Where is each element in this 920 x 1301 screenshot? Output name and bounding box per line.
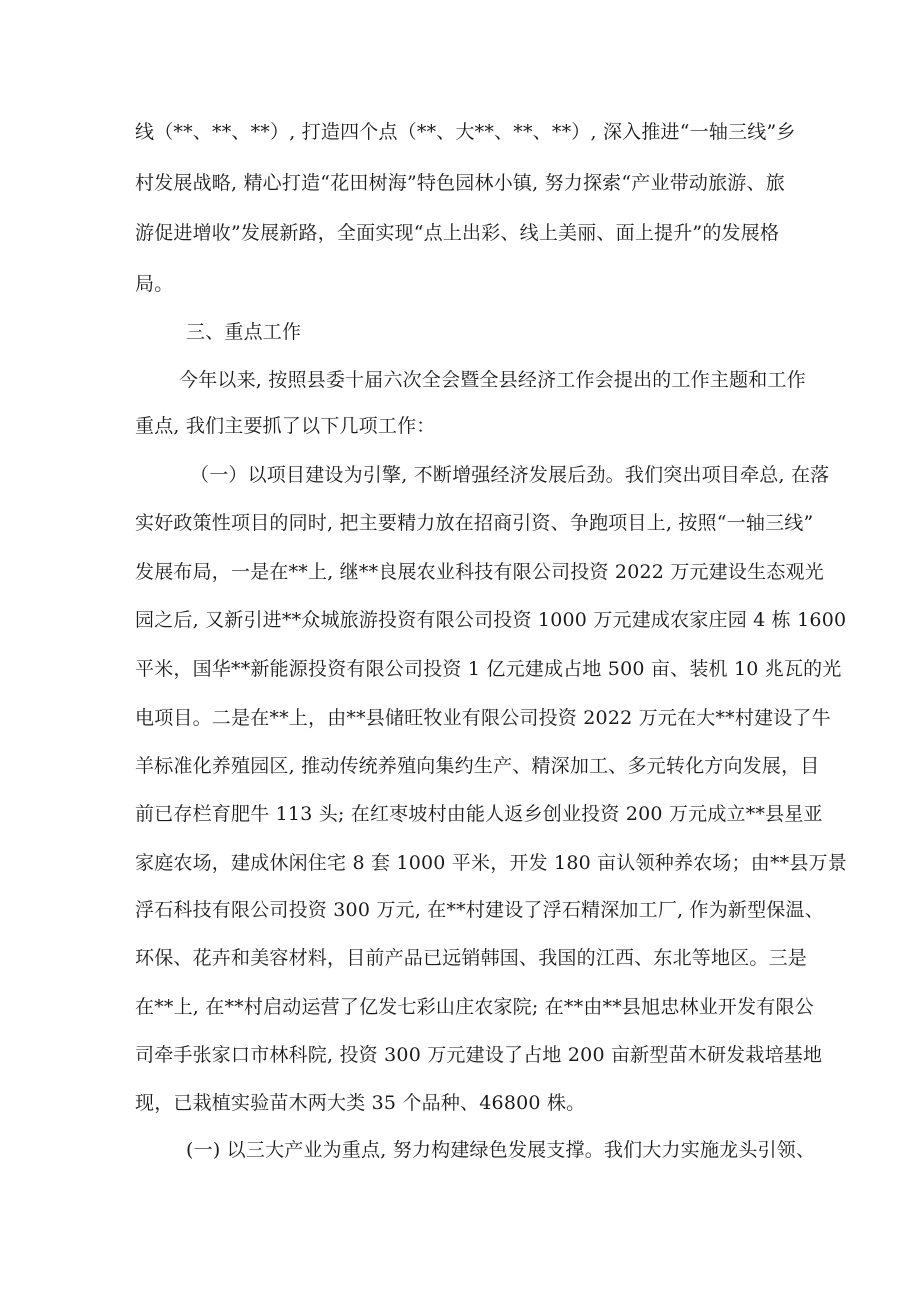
paragraph-line: 浮石科技有限公司投资 300 万元, 在**村建设了浮石精深加工厂, 作为新型保温、: [135, 899, 824, 921]
paragraph-line: 家庭农场，建成休闲住宅 8 套 1000 平米，开发 180 亩认领种养农场；由**县万景: [135, 852, 847, 874]
paragraph-line: 重点, 我们主要抓了以下几项工作：: [135, 415, 436, 437]
paragraph-line: 线（**、**、**）, 打造四个点（**、大**、**、**）, 深入推进“一轴三线”乡: [135, 121, 796, 143]
paragraph-line: 羊标准化养殖园区, 推动传统养殖向集约生产、精深加工、多元转化方向发展，目: [135, 755, 820, 777]
paragraph-line: 平米，国华**新能源投资有限公司投资 1 亿元建成占地 500 亩、装机 10 兆瓦的光: [135, 658, 842, 680]
paragraph-line: 村发展战略, 精心打造“花田树海”特色园林小镇, 努力探索“产业带动旅游、旅: [135, 172, 785, 194]
paragraph-line: 游促进增收”发展新路，全面实现“点上出彩、线上美丽、面上提升”的发展格: [135, 222, 780, 244]
paragraph-line: 发展布局，一是在**上, 继**良展农业科技有限公司投资 2022 万元建设生态观光: [135, 561, 824, 583]
paragraph-line: 局。: [135, 273, 174, 295]
paragraph-line: （一）以项目建设为引擎, 不断增强经济发展后劲。我们突出项目牵总, 在落: [190, 464, 830, 486]
paragraph-line: 现，已栽植实验苗木两大类 35 个品种、46800 株。: [135, 1092, 586, 1114]
paragraph-line: 前已存栏育肥牛 113 头; 在红枣坡村由能人返乡创业投资 200 万元成立**县星亚: [135, 803, 823, 825]
paragraph-line: 实好政策性项目的同时, 把主要精力放在招商引资、争跑项目上, 按照“一轴三线”: [135, 512, 814, 534]
paragraph-line: 环保、花卉和美容材料，目前产品已远销韩国、我国的江西、东北等地区。三是: [135, 947, 808, 969]
paragraph-line: 今年以来, 按照县委十届六次全会暨全县经济工作会提出的工作主题和工作: [179, 369, 806, 391]
paragraph-line: (一) 以三大产业为重点, 努力构建绿色发展支撑。我们大力实施龙头引领、: [186, 1139, 816, 1161]
paragraph-line: 园之后, 又新引进**众城旅游投资有限公司投资 1000 万元建成农家庄园 4 栋 1600: [135, 609, 847, 631]
paragraph-line: 司牵手张家口市林科院, 投资 300 万元建设了占地 200 亩新型苗木研发栽培基地: [135, 1044, 823, 1066]
paragraph-line: 电项目。二是在**上，由**县储旺牧业有限公司投资 2022 万元在大**村建设了牛: [135, 707, 831, 729]
section-heading: 三、重点工作: [186, 321, 302, 343]
paragraph-line: 在**上, 在**村启动运营了亿发七彩山庄农家院; 在**由**县旭忠林业开发有限公: [135, 996, 814, 1018]
